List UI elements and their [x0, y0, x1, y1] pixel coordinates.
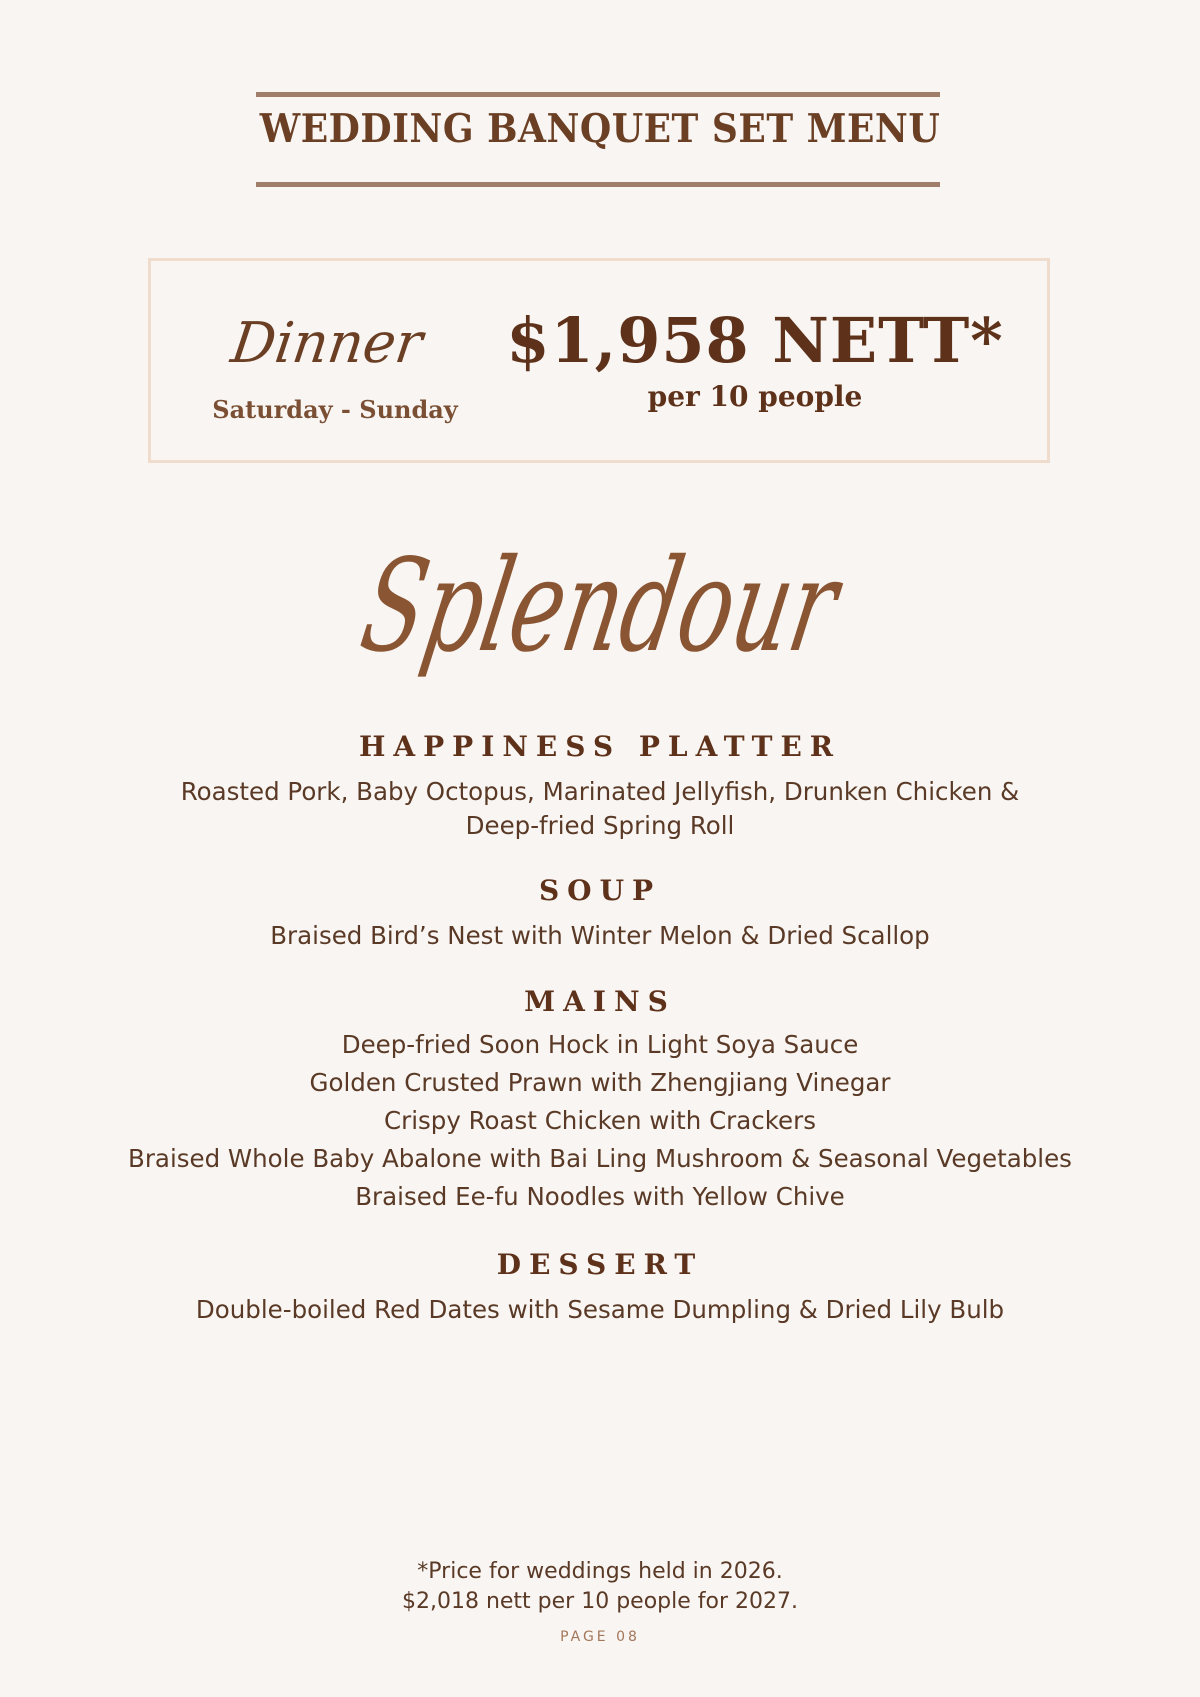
menu-item: Roasted Pork, Baby Octopus, Marinated Jellyfish, Drunken Chicken & [180, 777, 1020, 806]
dinner-script-heading [227, 300, 440, 392]
menu-item: Crispy Roast Chicken with Crackers [384, 1106, 816, 1135]
menu-item: Braised Ee-fu Noodles with Yellow Chive [355, 1182, 845, 1211]
days-label: Saturday - Sunday [212, 395, 458, 424]
section-heading: MAINS [524, 985, 676, 1018]
svg-text:Splendour: Splendour [351, 531, 1050, 681]
menu-item: Braised Bird’s Nest with Winter Melon & Dried Scallop [270, 921, 930, 950]
menu-section-mains [0, 985, 1200, 1216]
menu-section-dessert [0, 1248, 1200, 1329]
menu-name-script [340, 520, 1050, 710]
menu-item: Deep-fried Spring Roll [465, 811, 735, 840]
menu-section-soup [0, 874, 1200, 955]
title-rule-bottom [256, 182, 940, 187]
footnote-2027: $2,018 nett per 10 people for 2027. [401, 1589, 798, 1614]
page-title: WEDDING BANQUET SET MENU [259, 106, 941, 152]
title-rule-top [256, 92, 940, 97]
svg-text:Dinner: Dinner [227, 311, 432, 376]
section-heading: DESSERT [496, 1248, 704, 1281]
section-heading: SOUP [538, 874, 662, 907]
menu-section-happiness-platter [0, 730, 1200, 845]
menu-item: Golden Crusted Prawn with Zhengjiang Vinegar [309, 1068, 891, 1097]
page-number: PAGE 08 [560, 1629, 640, 1645]
menu-item: Braised Whole Baby Abalone with Bai Ling Mushroom & Seasonal Vegetables [128, 1144, 1072, 1173]
footnote-2026: *Price for weddings held in 2026. [417, 1559, 783, 1584]
menu-item: Double-boiled Red Dates with Sesame Dumpling & Dried Lily Bulb [195, 1295, 1005, 1324]
price-amount: $1,958 NETT* [506, 304, 1004, 377]
section-heading: HAPPINESS PLATTER [358, 730, 842, 763]
menu-item: Deep-fried Soon Hock in Light Soya Sauce [341, 1030, 859, 1059]
price-per-label: per 10 people [647, 380, 863, 413]
